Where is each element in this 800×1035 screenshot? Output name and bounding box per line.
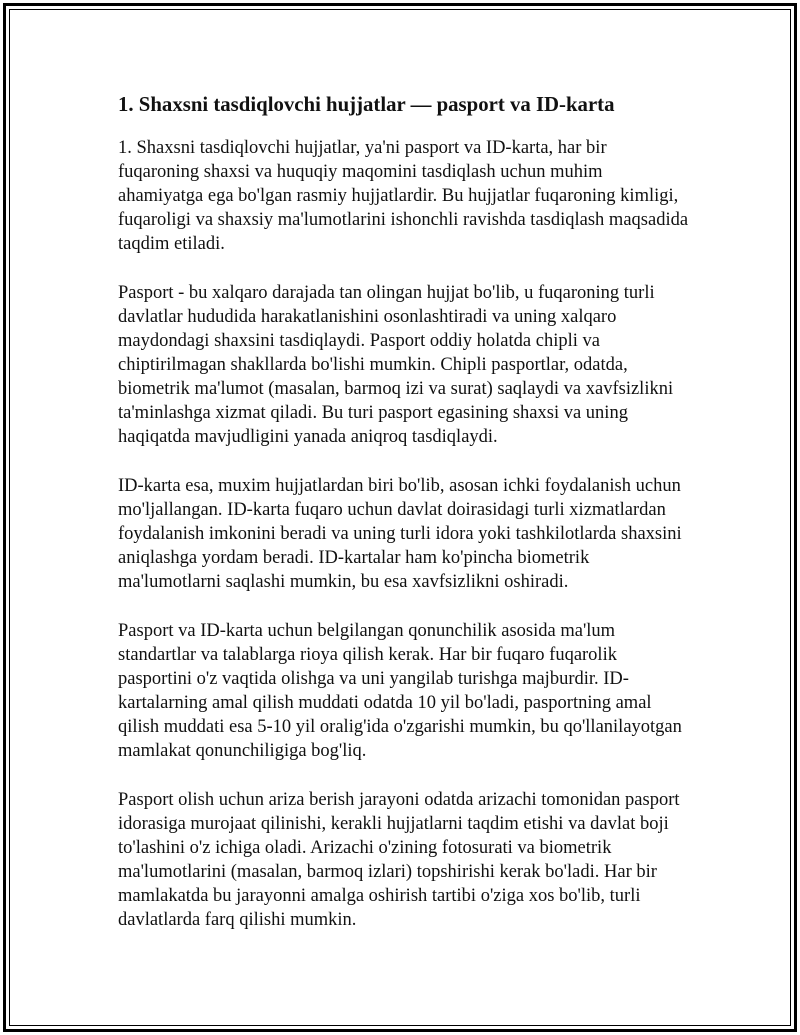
text-line: idorasiga murojaat qilinishi, kerakli hujjatlarni taqdim etishi va davlat boji [118,814,669,834]
paragraph-4 [118,619,718,763]
document-body [118,91,718,957]
text-line: maydondagi shaxsini tasdiqlaydi. Pasport oddiy holatda chipli va [118,331,600,351]
text-line: ID-karta esa, muxim hujjatlardan biri bo'lib, asosan ichki foydalanish uchun [118,476,681,496]
text-line: haqiqatda mavjudligini yanada aniqroq tasdiqlaydi. [118,427,498,447]
paragraph-5 [118,788,718,932]
document-title: 1. Shaxsni tasdiqlovchi hujjatlar — pasport va ID-karta [118,93,615,116]
text-line: ahamiyatga ega bo'lgan rasmiy hujjatlardir. Bu hujjatlar fuqaroning kimligi, [118,186,679,206]
text-line: foydalanish imkonini beradi va uning turli idora yoki tashkilotlarda shaxsini [118,524,682,544]
text-line: kartalarning amal qilish muddati odatda 10 yil bo'ladi, pasportning amal [118,693,652,713]
text-line: taqdim etiladi. [118,234,225,254]
text-line: ma'lumotlarini (masalan, barmoq izlari) topshirishi kerak bo'ladi. Har bir [118,862,657,882]
text-line: chiptirilmagan shakllarda bo'lishi mumkin. Chipli pasportlar, odatda, [118,355,628,375]
paragraph-2 [118,281,718,449]
text-line: mo'ljallangan. ID-karta fuqaro uchun davlat doirasidagi turli xizmatlardan [118,500,666,520]
text-line: Pasport - bu xalqaro darajada tan olingan hujjat bo'lib, u fuqaroning turli [118,283,655,303]
text-line: biometrik ma'lumot (masalan, barmoq izi va surat) saqlaydi va xavfsizlikni [118,379,674,399]
text-line: davlatlarda farq qilishi mumkin. [118,910,357,930]
text-line: fuqaroning shaxsi va huquqiy maqomini tasdiqlash uchun muhim [118,162,603,182]
paragraph-3 [118,474,718,594]
text-line: davlatlar hududida harakatlanishini osonlashtiradi va uning xalqaro [118,307,617,327]
text-line: qilish muddati esa 5-10 yil oralig'ida o'zgarishi mumkin, bu qo'llanilayotgan [118,717,682,737]
text-line: Pasport olish uchun ariza berish jarayoni odatda arizachi tomonidan pasport [118,790,680,810]
paragraph-1 [118,136,718,256]
text-line: mamlakat qonunchiligiga bog'liq. [118,741,367,761]
text-line: ma'lumotlarni saqlashi mumkin, bu esa xavfsizlikni oshiradi. [118,572,569,592]
text-line: Pasport va ID-karta uchun belgilangan qonunchilik asosida ma'lum [118,621,616,641]
text-line: standartlar va talablarga rioya qilish kerak. Har bir fuqaro fuqarolik [118,645,617,665]
text-line: mamlakatda bu jarayonni amalga oshirish tartibi o'ziga xos bo'lib, turli [118,886,641,906]
text-line: 1. Shaxsni tasdiqlovchi hujjatlar, ya'ni pasport va ID-karta, har bir [118,138,607,158]
text-line: to'lashini o'z ichiga oladi. Arizachi o'zining fotosurati va biometrik [118,838,612,858]
text-line: aniqlashga yordam beradi. ID-kartalar ham ko'pincha biometrik [118,548,590,568]
text-line: ta'minlashga xizmat qiladi. Bu turi pasport egasining shaxsi va uning [118,403,628,423]
text-line: pasportini o'z vaqtida olishga va uni yangilab turishga majburdir. ID- [118,669,629,689]
text-line: fuqaroligi va shaxsiy ma'lumotlarini ishonchli ravishda tasdiqlash maqsadida [118,210,689,230]
